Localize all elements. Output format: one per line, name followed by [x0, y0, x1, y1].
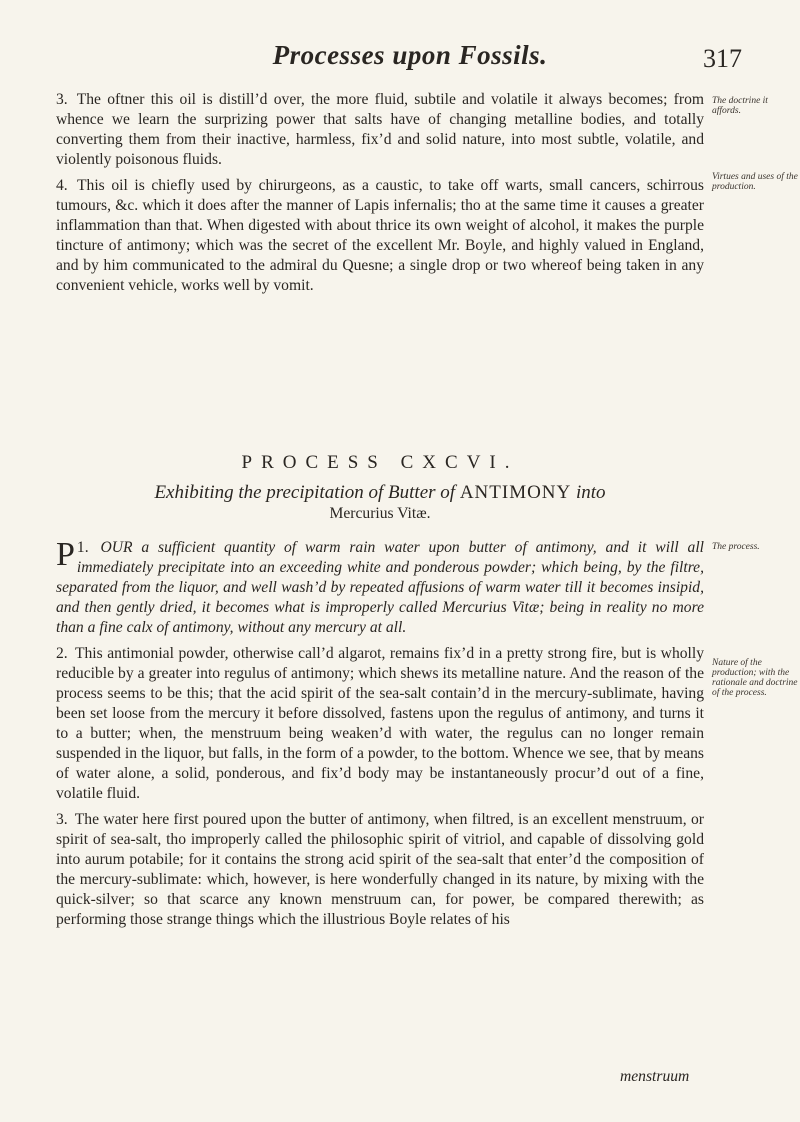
- margin-note: The process.: [712, 542, 760, 552]
- process-subtitle-end: into: [576, 482, 606, 503]
- page-number: 317: [703, 44, 742, 73]
- top-text-block: [56, 90, 704, 302]
- margin-note: The doctrine it affords.: [712, 96, 768, 116]
- paragraph-4: [56, 176, 704, 296]
- paragraph-text: The water here first poured upon the butter of antimony, when filtred, is an excellent menstruum, or spirit of sea-salt, tho improperly called the philosophic spirit of vitriol, and capable of dissolving gold into aurum potabile; for it contains the strong acid spirit of the sea-salt that enter’d the composition of the mercury-sublimate: which, however, is here wonderfully changed in its nature, by mixing with the quick-silver; so that scarce any known menstruum can, for power, be compared therewith; as performing those strange things which the illustrious Boyle relates of his: [56, 811, 704, 928]
- paragraph-number: 2.: [56, 645, 68, 662]
- process-subtitle-caps: ANTIMONY: [459, 482, 572, 503]
- running-title: Processes upon Fossils.: [272, 40, 548, 70]
- process-subtitle: [56, 482, 704, 504]
- paragraph-3b: [56, 810, 704, 930]
- paragraph-3: [56, 90, 704, 170]
- paragraph-number: 4.: [56, 177, 68, 194]
- paragraph-text: OUR a sufficient quantity of warm rain water upon butter of antimony, and it will all immediately precipitate into an exceeding white and ponderous powder; which being, by the filtre, separated from the liquor, and well wash’d by repeated affusions of warm water till it becomes insipid, and then gently dried, it becomes what is improperly called Mercurius Vitæ; being in reality no more than a fine calx of antimony, without any mercury at all.: [56, 539, 704, 636]
- process-subtitle-line2: Mercurius Vitæ.: [329, 505, 431, 522]
- paragraph-1: [56, 538, 704, 638]
- paragraph-2: [56, 644, 704, 804]
- bottom-text-block: [56, 538, 704, 936]
- process-title: PROCESS CXCVI.: [241, 452, 519, 473]
- paragraph-number: 1.: [76, 539, 89, 556]
- catchword: menstruum: [620, 1068, 690, 1085]
- paragraph-text: The oftner this oil is distill’d over, the more fluid, subtile and volatile it always becomes; from whence we learn the surprizing power that salts have of changing metalline bodies, and totally converting them from their inactive, harmless, fix’d and solid nature, into most subtle, volatile, and violently poisonous fluids.: [56, 91, 704, 168]
- paragraph-number: 3.: [56, 811, 68, 828]
- paragraph-text: This antimonial powder, otherwise call’d algarot, remains fix’d in a pretty strong fire, but is wholly reducible by a greater into regulus of antimony; which shews its metalline nature. And the reason of the process seems to be this; that the acid spirit of the sea-salt contain’d in the mercury-sublimate, having been set loose from the mercury it before dissolved, fastens upon the regulus of antimony, and turns it to a butter; when, the menstruum being weaken’d with water, the regulus can no longer remain suspended in the liquor, but falls, in the form of a powder, to the bottom. Whence we see, that by means of water alone, a solid, ponderous, and fix’d body may be instantaneously procur’d out of a fine, volatile fluid.: [56, 645, 704, 802]
- paragraph-number: 3.: [56, 91, 68, 108]
- margin-note: Virtues and uses of the production.: [712, 172, 798, 192]
- margin-note: Nature of the production; with the rationale and doctrine of the process.: [712, 658, 798, 698]
- paragraph-text: This oil is chiefly used by chirurgeons, as a caustic, to take off warts, small cancers, schirrous tumours, &c. which it does after the manner of Lapis infernalis; tho at the same time it causes a greater inflammation than that. When digested with about thrice its own weight of alcohol, it makes the purple tincture of antimony; which was the secret of the excellent Mr. Boyle, and highly valued in England, and by him communicated to the admiral du Quesne; a single drop or two whereof being taken in any convenient vehicle, works well by vomit.: [56, 177, 704, 294]
- drop-capital: P: [56, 536, 75, 573]
- process-subtitle-italic: Exhibiting the precipitation of Butter of: [154, 482, 456, 503]
